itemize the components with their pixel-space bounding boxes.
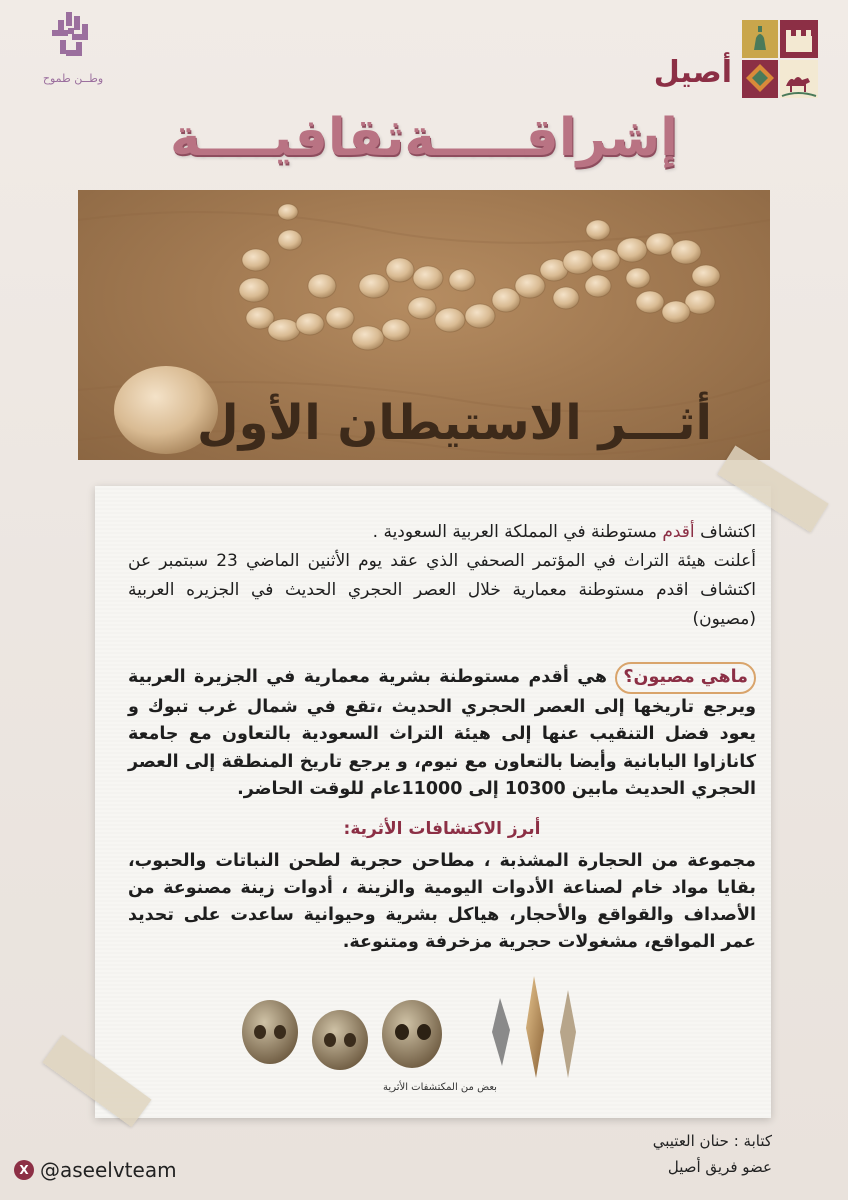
what-is-body: هي أقدم مستوطنة بشرية معمارية في الجزيرة العربية ويرجع تاريخها إلى العصر الحجري الحديث ،تقع في شمال غرب تبوك و يعود فضل التنقيب عنها إلى هيئة التراث السعودية بالتعاون مع جامعة كانازاوا اليابانية وأيضا بالتعاون مع نيوم، و يرجع تاريخ المنطقة إلى العصر الحجري الحديث مابين 10300 إلى 11000عام للوقت الحاضر. <box>128 667 756 799</box>
intro-headline <box>128 518 756 547</box>
what-is-paragraph <box>128 662 756 804</box>
x-logo-icon: X <box>14 1160 34 1180</box>
intro-body: أعلنت هيئة التراث في المؤتمر الصحفي الذي عقد يوم الأثنين الماضي 23 سبتمبر عن اكتشاف اقدم مستوطنة معمارية خلال العصر الحجري الحديث في الجزيره العربية (مصيون) <box>128 551 756 629</box>
hero-banner <box>78 190 770 460</box>
vision-emblem-icon <box>42 10 102 66</box>
brand-emblem-icon <box>742 20 818 98</box>
intro-rest: مستوطنة في المملكة العربية السعودية . <box>372 522 663 542</box>
banner-subtitle: أثـــر الاستيطان الأول <box>197 395 712 451</box>
skull-group <box>242 1000 442 1070</box>
author-credit <box>653 1128 772 1180</box>
artifacts-image <box>230 970 610 1082</box>
artifacts-caption: بعض من المكتشفات الأثرية <box>383 1082 497 1093</box>
author-line-1: كتابة : حنان العتيبي <box>652 1132 772 1150</box>
brand-logo <box>654 20 818 98</box>
discoveries-paragraph: مجموعة من الحجارة المشذبة ، مطاحن حجرية لطحن النباتات والحبوب، بقايا مواد خام لصناعة الأدوات اليومية والزينة ، أدوات زينة مصنوعة من الأصداف والقواقع والأحجار، هياكل بشرية وحيوانية ساعدت على تحديد عمر المواقع، مشغولات حجرية مزخرفة ومتنوعة. <box>128 851 756 952</box>
question-highlight: ماهي مصيون؟ <box>615 662 756 694</box>
vision-logo <box>28 10 118 90</box>
discoveries-heading: أبرز الاكتشافات الأثرية: <box>343 819 541 839</box>
intro-accent-word: أقدم <box>662 522 695 542</box>
author-line-2: عضو فريق أصيل <box>667 1158 772 1176</box>
intro-prefix: اكتشاف <box>694 522 756 542</box>
vision-caption: وطــن طموح <box>42 72 104 85</box>
social-handle[interactable] <box>14 1158 177 1182</box>
page-title: إشراقـــــةثقافيــــة <box>170 108 678 168</box>
handle-text: @aseelvteam <box>40 1158 177 1182</box>
intro-paragraph <box>128 518 756 634</box>
brand-name: أصيل <box>653 54 732 90</box>
